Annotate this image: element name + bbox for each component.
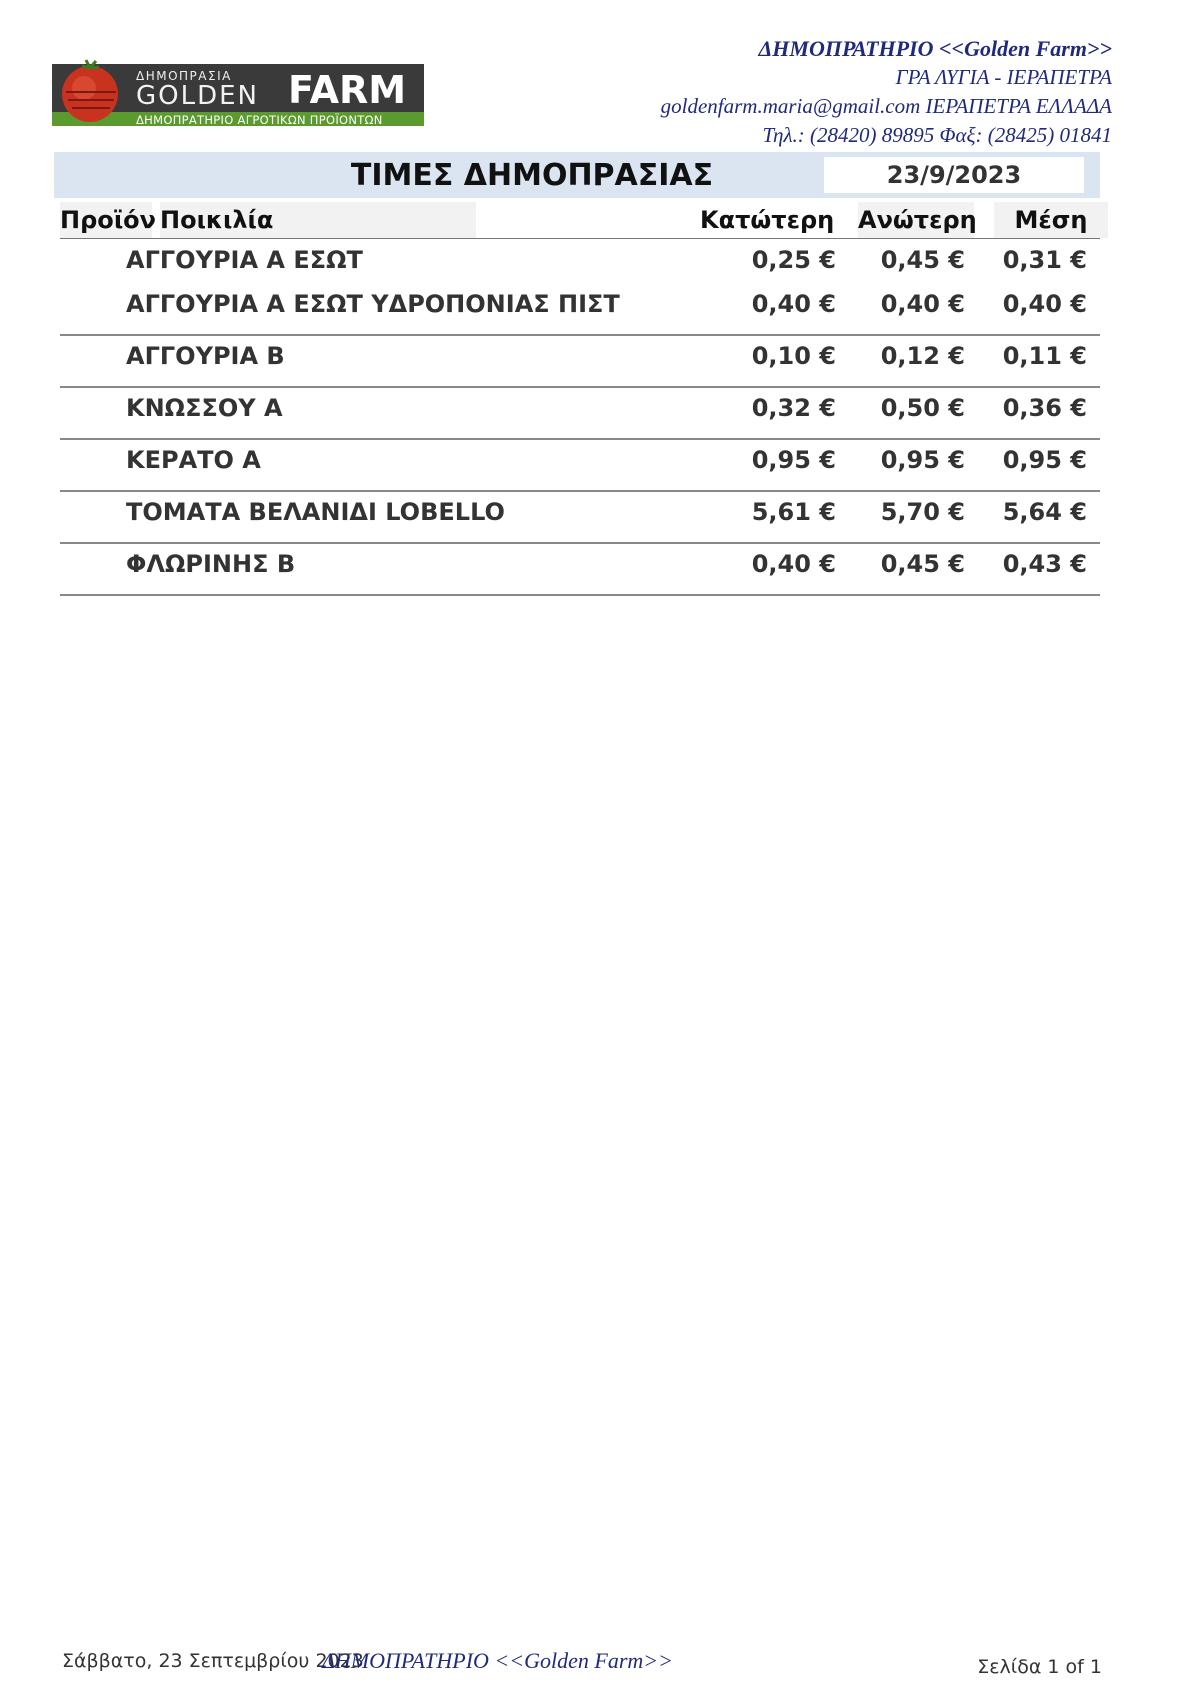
price-low: 0,95 €: [751, 446, 836, 474]
price-low: 0,40 €: [751, 290, 836, 318]
price-high: 0,95 €: [880, 446, 965, 474]
footer-page-number: Σελίδα 1 of 1: [977, 1656, 1102, 1678]
price-high: 0,45 €: [880, 550, 965, 578]
logo-farm-text: FARM: [288, 68, 407, 112]
column-header-high: Ανώτερη: [858, 202, 974, 238]
price-low: 0,32 €: [751, 394, 836, 422]
column-header-avg: Μέση: [994, 202, 1108, 238]
product-name: ΑΓΓΟΥΡΙΑ Β: [126, 342, 285, 370]
header-divider: [60, 238, 1100, 239]
column-header-product: Προϊόν: [60, 202, 152, 238]
report-title: ΤΙΜΕΣ ΔΗΜΟΠΡΑΣΙΑΣ: [350, 158, 714, 193]
tomato-icon: [56, 54, 126, 124]
golden-farm-logo: [52, 48, 424, 128]
price-low: 0,10 €: [751, 342, 836, 370]
row-divider: [60, 542, 1100, 544]
report-date: 23/9/2023: [824, 157, 1084, 193]
logo-golden-text: GOLDEN: [136, 81, 259, 111]
price-low: 0,40 €: [751, 550, 836, 578]
company-name: ΔΗΜΟΠΡΑΤΗΡΙΟ <<Golden Farm>>: [758, 36, 1112, 61]
product-name: ΚΝΩΣΣΟΥ Α: [126, 394, 283, 422]
row-divider: [60, 490, 1100, 492]
row-divider: [60, 386, 1100, 388]
product-name: ΤΟΜΑΤΑ ΒΕΛΑΝΙΔΙ LOBELLO: [126, 498, 505, 526]
product-name: ΚΕΡΑΤΟ Α: [126, 446, 261, 474]
price-avg: 0,43 €: [1002, 550, 1087, 578]
price-high: 0,45 €: [880, 246, 965, 274]
product-name: ΑΓΓΟΥΡΙΑ Α ΕΣΩΤ: [126, 246, 363, 274]
price-avg: 0,36 €: [1002, 394, 1087, 422]
price-avg: 0,40 €: [1002, 290, 1087, 318]
product-name: ΑΓΓΟΥΡΙΑ Α ΕΣΩΤ ΥΔΡΟΠΟΝΙΑΣ ΠΙΣΤ: [126, 290, 620, 318]
price-avg: 0,31 €: [1002, 246, 1087, 274]
company-address: ΓΡΑ ΛΥΓΙΑ - ΙΕΡΑΠΕΤΡΑ: [895, 65, 1112, 89]
price-high: 0,12 €: [880, 342, 965, 370]
footer-date: Σάββατο, 23 Σεπτεμβρίου 2023: [62, 1650, 364, 1672]
row-divider: [60, 334, 1100, 336]
price-high: 0,40 €: [880, 290, 965, 318]
price-high: 5,70 €: [880, 498, 965, 526]
row-divider: [60, 594, 1100, 596]
logo-small-text: ΔΗΜΟΠΡΑΣΙΑ: [136, 69, 232, 83]
company-header: [661, 34, 1112, 150]
report-title-band: [54, 152, 1100, 198]
company-email: goldenfarm.maria@gmail.com ΙΕΡΑΠΕΤΡΑ ΕΛΛΑΔΑ: [660, 94, 1112, 118]
price-avg: 5,64 €: [1002, 498, 1087, 526]
company-phone: Τηλ.: (28420) 89895 Φαξ: (28425) 01841: [762, 123, 1112, 147]
price-low: 5,61 €: [751, 498, 836, 526]
price-low: 0,25 €: [751, 246, 836, 274]
product-name: ΦΛΩΡΙΝΗΣ Β: [126, 550, 296, 578]
footer-company: ΔΗΜΟΠΡΑΤΗΡΙΟ <<Golden Farm>>: [322, 1648, 673, 1673]
price-avg: 0,11 €: [1002, 342, 1087, 370]
row-divider: [60, 438, 1100, 440]
price-high: 0,50 €: [880, 394, 965, 422]
logo-subtitle: ΔΗΜΟΠΡΑΤΗΡΙΟ ΑΓΡΟΤΙΚΩΝ ΠΡΟΪΟΝΤΩΝ: [136, 113, 383, 127]
price-avg: 0,95 €: [1002, 446, 1087, 474]
column-header-low: Κατώτερη: [700, 202, 828, 238]
column-header-variety: Ποικιλία: [160, 202, 476, 238]
